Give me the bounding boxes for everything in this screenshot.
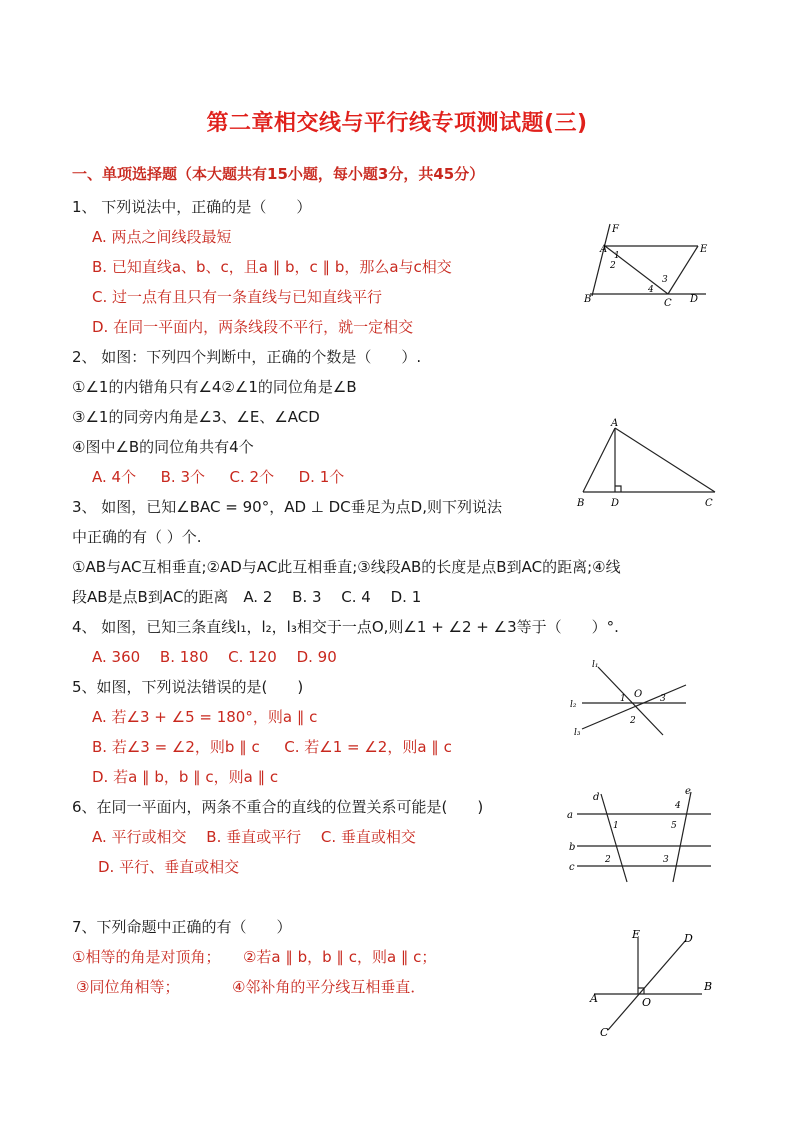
fig1-label-d: D	[690, 294, 699, 305]
fig5-label-e: E	[632, 928, 641, 941]
fig5-label-b: B	[704, 980, 713, 993]
fig3-label-l3: l₃	[574, 728, 581, 738]
page-title: 第二章相交线与平行线专项测试题(三)	[206, 111, 588, 136]
fig5-label-c: C	[600, 1026, 609, 1039]
q1-option-d[interactable]: D. 在同一平面内，两条线段不平行，就一定相交	[92, 318, 414, 336]
fig4-angle-2: 2	[605, 855, 611, 865]
q1-option-a[interactable]: A. 两点之间线段最短	[92, 228, 232, 246]
fig3-angle-2: 2	[630, 716, 636, 726]
q6-stem: 6、在同一平面内，两条不重合的直线的位置关系可能是( )	[72, 798, 484, 816]
fig1-line-af	[592, 224, 610, 296]
q4-stem: 4、 如图，已知三条直线l₁，l₂，l₃相交于一点O,则∠1 + ∠2 + ∠3等于（ ）°.	[72, 618, 619, 636]
fig3-angle-1: 1	[620, 694, 626, 704]
fig1-angle-2: 2	[610, 261, 616, 271]
q6-option-d[interactable]: D. 平行、垂直或相交	[98, 858, 240, 876]
figure-q5	[565, 788, 715, 884]
q2-statement-1-2: ①∠1的内错角只有∠4②∠1的同位角是∠B	[72, 378, 357, 396]
q5-option-d[interactable]: D. 若a ∥ b，b ∥ c，则a ∥ c	[92, 768, 279, 786]
fig1-label-e: E	[700, 244, 708, 255]
fig4-label-c: c	[569, 862, 575, 873]
fig1-angle-1: 1	[614, 251, 620, 261]
fig1-label-a: A	[600, 244, 608, 255]
fig4-label-a: a	[567, 810, 573, 821]
fig4-angle-4: 4	[675, 801, 681, 811]
fig4-angle-5: 5	[671, 821, 677, 831]
section-heading: 一、单项选择题（本大题共有15小题，每小题3分，共45分）	[72, 165, 485, 183]
fig2-label-d: D	[611, 498, 620, 509]
q5-option-bc[interactable]: B. 若∠3 = ∠2，则b ∥ c C. 若∠1 = ∠2，则a ∥ c	[92, 738, 452, 756]
figure-q4	[568, 655, 693, 740]
fig3-angle-3: 3	[660, 694, 666, 704]
fig2-right-angle-mark	[615, 486, 621, 492]
fig5-label-d: D	[684, 932, 693, 945]
fig5-label-o: O	[642, 996, 652, 1009]
fig3-label-l2: l₂	[570, 700, 577, 710]
fig4-label-b: b	[569, 842, 576, 853]
q3-statements-line1: ①AB与AC互相垂直;②AD与AC此互相垂直;③线段AB的长度是点B到AC的距离;④线	[72, 558, 621, 576]
fig1-label-c: C	[664, 298, 672, 308]
fig1-line-ec	[668, 246, 698, 294]
figure-q2	[575, 418, 725, 514]
q1-stem: 1、 下列说法中，正确的是（ ）	[72, 198, 312, 216]
fig4-angle-3: 3	[663, 855, 669, 865]
fig1-angle-4: 4	[648, 285, 654, 295]
fig3-label-o: O	[634, 689, 643, 700]
q6-options-abc[interactable]: A. 平行或相交 B. 垂直或平行 C. 垂直或相交	[92, 828, 416, 846]
q2-options[interactable]: A. 4个 B. 3个 C. 2个 D. 1个	[92, 468, 345, 486]
fig5-line-cd	[608, 940, 686, 1030]
q3-stem-line1: 3、 如图，已知∠BAC = 90°，AD ⊥ DC垂足为点D,则下列说法	[72, 498, 502, 516]
fig4-angle-1: 1	[613, 821, 619, 831]
q5-option-a[interactable]: A. 若∠3 + ∠5 = 180°，则a ∥ c	[92, 708, 318, 726]
fig4-label-d: d	[593, 792, 600, 803]
fig1-label-b: B	[584, 294, 592, 305]
q3-stem-line2: 中正确的有（ ）个.	[72, 528, 202, 546]
fig2-side-ac	[615, 428, 715, 492]
q5-stem: 5、如图，下列说法错误的是( )	[72, 678, 304, 696]
q4-options[interactable]: A. 360 B. 180 C. 120 D. 90	[92, 648, 337, 666]
q2-stem: 2、 如图：下列四个判断中，正确的个数是（ ）.	[72, 348, 422, 366]
q1-option-c[interactable]: C. 过一点有且只有一条直线与已知直线平行	[92, 288, 383, 306]
fig2-label-b: B	[577, 498, 585, 509]
q7-statements-1-2: ①相等的角是对顶角； ②若a ∥ b，b ∥ c，则a ∥ c；	[72, 948, 437, 966]
q7-stem: 7、下列命题中正确的有（ ）	[72, 918, 292, 936]
fig1-label-f: F	[612, 224, 619, 235]
q1-option-b[interactable]: B. 已知直线a、b、c，且a ∥ b，c ∥ b，那么a与c相交	[92, 258, 452, 276]
figure-q1	[580, 222, 710, 308]
fig5-label-a: A	[590, 992, 598, 1005]
q3-statements-line2[interactable]: 段AB是点B到AC的距离 A. 2 B. 3 C. 4 D. 1	[72, 588, 422, 606]
figure-q7	[588, 926, 718, 1040]
q7-statements-3-4: ③同位角相等； ④邻补角的平分线互相垂直．	[76, 978, 426, 996]
fig3-label-l1: l₁	[592, 660, 599, 670]
q2-statement-3: ③∠1的同旁内角是∠3、∠E、∠ACD	[72, 408, 320, 426]
fig4-line-d	[601, 794, 627, 882]
q2-statement-4: ④图中∠B的同位角共有4个	[72, 438, 254, 456]
fig2-side-ab	[583, 428, 615, 492]
fig1-angle-3: 3	[662, 275, 668, 285]
fig2-label-a: A	[611, 418, 619, 429]
fig4-label-e: e	[685, 788, 691, 797]
fig2-label-c: C	[705, 498, 713, 509]
